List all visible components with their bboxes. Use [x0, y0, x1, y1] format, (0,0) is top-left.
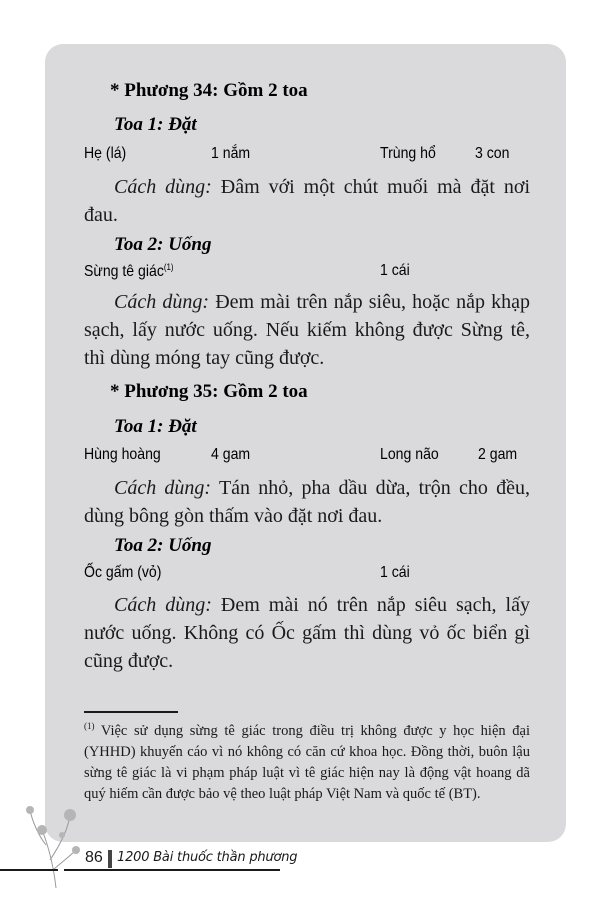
ingredient-amount: 1 nắm	[211, 145, 251, 162]
ingredient-name: Sừng tê giác	[84, 263, 164, 280]
ingredient-name-with-ref	[84, 262, 174, 281]
footnote-marker: (1)	[84, 721, 95, 731]
flower-decoration-icon	[20, 790, 80, 890]
usage-text: Đem mài nó trên nắp siêu sạch, lấy nước uống. Không có Ốc gấm thì dùng vỏ ốc biển gì cũng được.	[84, 594, 530, 672]
usage-label: Cách dùng:	[114, 176, 212, 198]
ingredient-name: Long não	[380, 446, 439, 463]
ingredient-amount: 4 gam	[211, 446, 251, 463]
usage-paragraph	[84, 474, 530, 530]
section-heading-35: * Phương 35: Gồm 2 toa	[110, 381, 308, 402]
usage-label: Cách dùng:	[114, 291, 210, 313]
toa-title: Toa 2: Uống	[114, 535, 212, 556]
book-title: 1200 Bài thuốc thần phương	[117, 850, 298, 865]
footnote-ref: (1)	[163, 262, 174, 272]
page-number: 86	[85, 849, 103, 866]
footer-rule	[64, 869, 280, 871]
ingredient-name: Ốc gấm (vỏ)	[84, 564, 162, 581]
footnote-divider	[84, 711, 178, 713]
ingredient-amount: 3 con	[475, 145, 510, 162]
footer-separator	[108, 850, 112, 868]
usage-text: Đâm với một chút muối mà đặt nơi đau.	[84, 176, 530, 226]
toa-title: Toa 1: Đặt	[114, 416, 197, 437]
usage-text: Đem mài trên nắp siêu, hoặc nắp khạp sạch, lấy nước uống. Nếu kiếm không được Sừng tê, thì dùng móng tay cũng được.	[84, 291, 530, 369]
ingredient-amount: 1 cái	[380, 564, 410, 581]
ingredient-amount: 2 gam	[478, 446, 518, 463]
usage-paragraph	[84, 288, 530, 372]
ingredient-name: Hùng hoàng	[84, 446, 161, 463]
footnote	[84, 716, 530, 805]
usage-paragraph	[84, 591, 530, 675]
ingredient-name: Trùng hổ	[380, 145, 436, 162]
section-heading-34: * Phương 34: Gồm 2 toa	[110, 80, 308, 101]
ingredient-name: Hẹ (lá)	[84, 145, 127, 162]
toa-title: Toa 1: Đặt	[114, 114, 197, 135]
usage-label: Cách dùng:	[114, 594, 212, 616]
footer-rule-left	[0, 869, 58, 871]
ingredient-amount: 1 cái	[380, 262, 410, 279]
footnote-text: Việc sử dụng sừng tê giác trong điều trị không được y học hiện đại (YHHD) khuyến cáo vì nó không có căn cứ khoa học. Đồng thời, buôn lậu sừng tê giác là vi phạm pháp luật vì tê giác hiện nay là động vật hoang dã quý hiếm cần được bảo vệ theo luật pháp Việt Nam và quốc tế (BT).	[84, 723, 530, 802]
usage-paragraph	[84, 173, 530, 229]
usage-label: Cách dùng:	[114, 477, 212, 499]
usage-text: Tán nhỏ, pha dầu dừa, trộn cho đều, dùng bông gòn thấm vào đặt nơi đau.	[84, 477, 530, 527]
toa-title: Toa 2: Uống	[114, 234, 212, 255]
